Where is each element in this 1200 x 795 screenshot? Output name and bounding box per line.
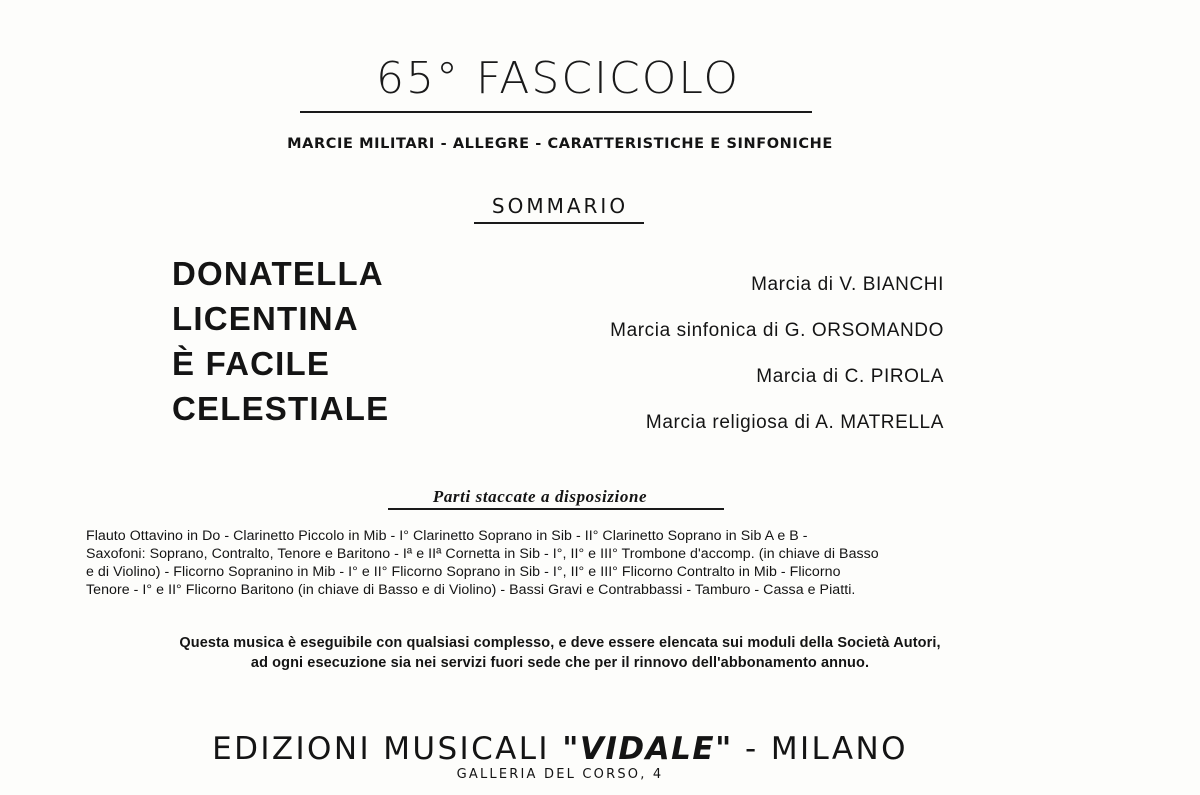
parts-heading-underline xyxy=(388,508,724,510)
piece-title: DONATELLA xyxy=(172,255,384,292)
piece-authors-list xyxy=(610,262,944,446)
publisher-prefix: EDIZIONI MUSICALI xyxy=(212,731,550,767)
note-line: Questa musica è eseguibile con qualsiasi complesso, e deve essere elencata sui moduli della Società Autori, xyxy=(179,635,941,651)
piece-author: Marcia di C. PIROLA xyxy=(756,366,944,387)
piece-author: Marcia sinfonica di G. ORSOMANDO xyxy=(610,320,944,341)
page-subtitle: MARCIE MILITARI - ALLEGRE - CARATTERISTICHE E SINFONICHE xyxy=(287,136,833,152)
parts-heading: Parti staccate a disposizione xyxy=(432,487,648,506)
parts-line: Tenore - I° e II° Flicorno Baritono (in chiave di Basso e di Violino) - Bassi Gravi e Contrabbassi - Tamburo - Cassa e Piatti. xyxy=(86,582,856,598)
piece-titles-list xyxy=(172,251,389,431)
publisher-brand: "VIDALE" xyxy=(562,731,733,767)
summary-heading: SOMMARIO xyxy=(491,194,629,218)
piece-title: CELESTIALE xyxy=(172,390,390,427)
publisher-name xyxy=(60,730,1060,768)
publisher-city: - MILANO xyxy=(744,731,908,767)
piece-title: LICENTINA xyxy=(172,300,359,337)
piece-title: È FACILE xyxy=(172,345,331,382)
publisher-address: GALLERIA DEL CORSO, 4 xyxy=(456,767,664,782)
parts-line: Saxofoni: Soprano, Contralto, Tenore e Baritono - Iª e IIª Cornetta in Sib - I°, II° e III° Trombone d'accomp. (in chiave di Basso xyxy=(86,546,879,562)
performance-rights-note xyxy=(80,633,1040,673)
parts-list-text xyxy=(86,527,1032,599)
piece-author: Marcia religiosa di A. MATRELLA xyxy=(645,412,944,433)
parts-line: e di Violino) - Flicorno Sopranino in Mib - I° e II° Flicorno Soprano in Sib - I°, II° e III° Flicorno Contralto in Mib - Flicorno xyxy=(86,564,841,580)
piece-author: Marcia di V. BIANCHI xyxy=(751,274,944,295)
title-underline xyxy=(300,111,812,113)
summary-heading-underline xyxy=(474,222,644,224)
note-line: ad ogni esecuzione sia nei servizi fuori sede che per il rinnovo dell'abbonamento annuo. xyxy=(250,655,870,671)
page-title: 65° FASCICOLO xyxy=(376,53,740,104)
parts-line: Flauto Ottavino in Do - Clarinetto Piccolo in Mib - I° Clarinetto Soprano in Sib - II° Clarinetto Soprano in Sib A e B - xyxy=(86,528,808,544)
